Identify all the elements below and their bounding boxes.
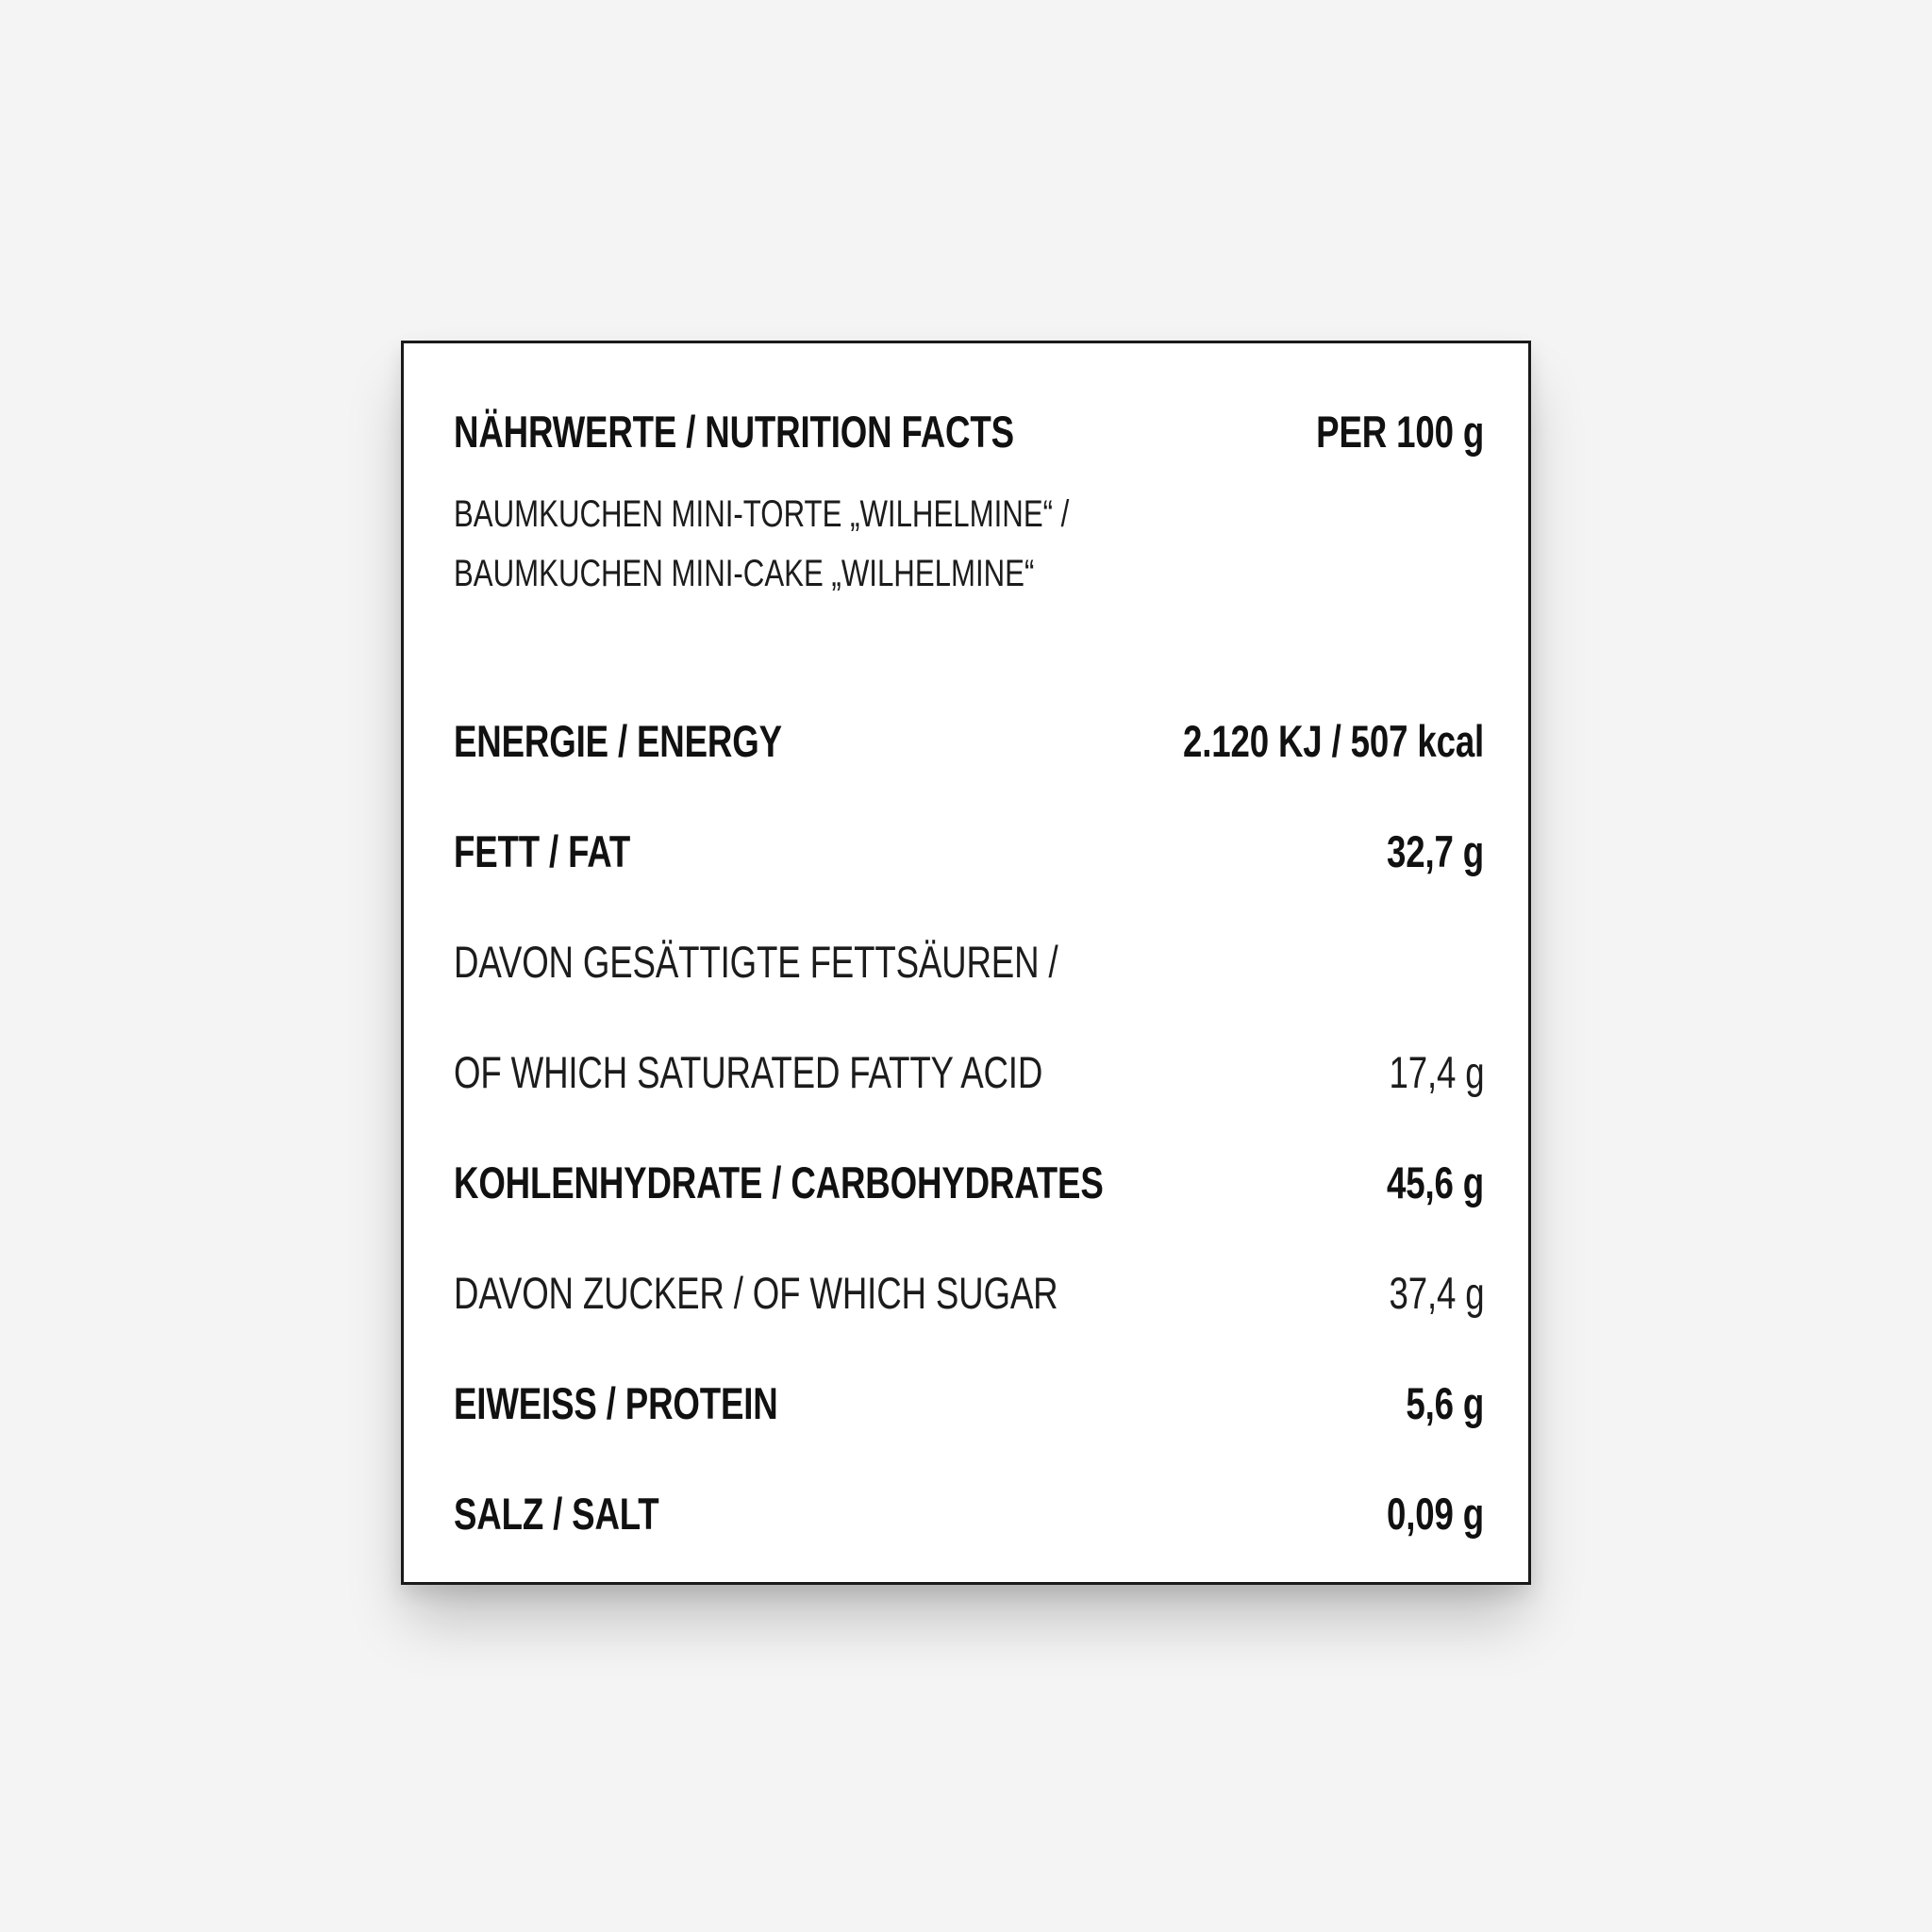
nutrient-label: ENERGIE / ENERGY <box>454 715 782 766</box>
nutrient-value: 37,4 g <box>1389 1267 1484 1318</box>
nutrient-row-fat <box>454 818 1484 884</box>
nutrient-value: 0,09 g <box>1387 1488 1484 1539</box>
serving-basis: PER 100 g <box>1316 406 1484 457</box>
nutrient-label: FETT / FAT <box>454 825 631 876</box>
nutrient-value: 5,6 g <box>1406 1377 1484 1428</box>
nutrient-label: OF WHICH SATURATED FATTY ACID <box>454 1046 1043 1097</box>
nutrient-row-saturated-fat-de <box>454 928 1484 994</box>
nutrient-row-sugar <box>454 1259 1484 1325</box>
nutrient-row-protein <box>454 1370 1484 1436</box>
product-name-line-2: BAUMKUCHEN MINI-CAKE „WILHELMINE“ <box>454 553 1035 594</box>
nutrient-row-carbohydrates <box>454 1149 1484 1215</box>
product-name-line-1: BAUMKUCHEN MINI-TORTE „WILHELMINE“ / <box>454 493 1070 535</box>
nutrient-row-energy <box>454 708 1484 774</box>
nutrient-value: 45,6 g <box>1387 1157 1484 1208</box>
nutrient-label: SALZ / SALT <box>454 1488 659 1539</box>
nutrient-label: DAVON ZUCKER / OF WHICH SUGAR <box>454 1267 1058 1318</box>
panel-title: NÄHRWERTE / NUTRITION FACTS <box>454 406 1014 457</box>
product-name <box>454 485 1242 604</box>
nutrient-label: DAVON GESÄTTIGTE FETTSÄUREN / <box>454 936 1058 987</box>
nutrient-row-saturated-fat <box>454 1039 1484 1105</box>
nutrient-value: 2.120 KJ / 507 kcal <box>1182 715 1484 766</box>
nutrient-value: 17,4 g <box>1389 1046 1484 1097</box>
header-row <box>454 398 1484 464</box>
nutrient-label: EIWEISS / PROTEIN <box>454 1377 778 1428</box>
nutrient-row-salt <box>454 1480 1484 1546</box>
nutrient-value: 32,7 g <box>1387 825 1484 876</box>
nutrient-label: KOHLENHYDRATE / CARBOHYDRATES <box>454 1157 1104 1208</box>
nutrition-facts-panel <box>401 341 1531 1585</box>
